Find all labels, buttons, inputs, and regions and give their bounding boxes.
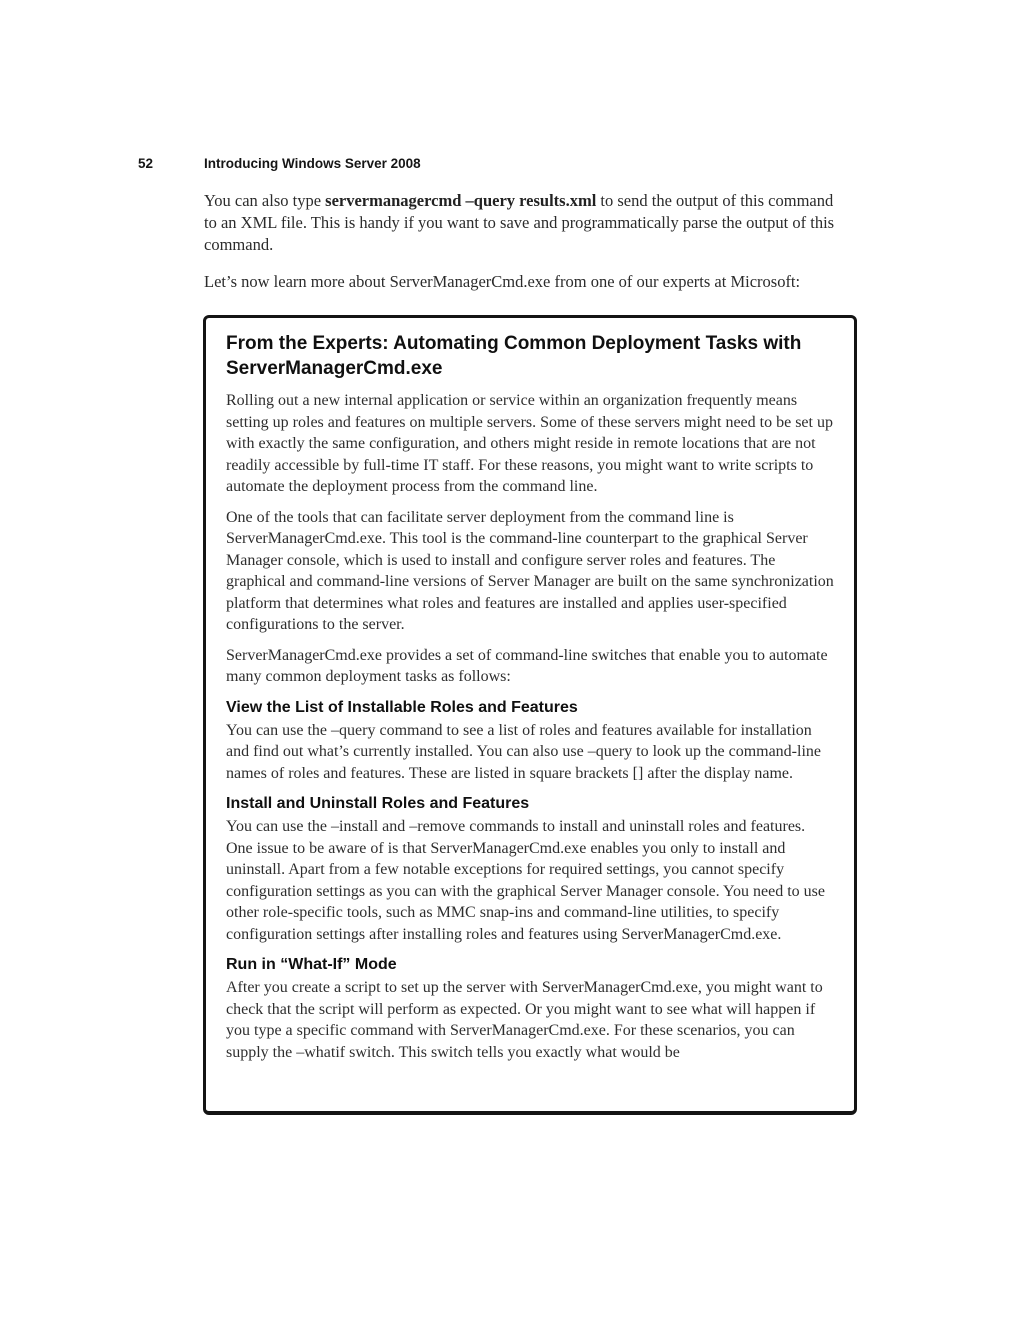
page-number: 52	[138, 156, 154, 171]
sidebar-paragraph: Rolling out a new internal application or service within an organization frequently means setting up roles and features on multiple servers. Some of these servers might need to be set up with exactly the same configuration, and others might reside in remote locations that are not readily accessible by full-time IT staff. For these reasons, you might want to write scripts to automate the deployment process from the command line.	[226, 392, 833, 495]
running-header	[138, 156, 858, 171]
intro-p1-pre: You can also type	[204, 191, 326, 210]
command-text: servermanagercmd –query results.xml	[325, 191, 597, 210]
section-heading-whatif-mode: Run in “What-If” Mode	[226, 956, 397, 973]
intro-p1-post: to send the output of this command to an XML file. This is handy if you want to save and programmatically parse the output of this command.	[204, 191, 835, 254]
running-head-title: Introducing Windows Server 2008	[204, 156, 421, 171]
intro-text	[204, 190, 848, 308]
expert-sidebar-box	[203, 315, 857, 1115]
sidebar-paragraph: ServerManagerCmd.exe provides a set of command-line switches that enable you to automate many common deployment tasks as follows:	[226, 646, 828, 685]
section-body-whatif-mode: After you create a script to set up the server with ServerManagerCmd.exe, you might want to check that the script will perform as expected. Or you might want to see what will happen if you type a specific command with ServerManagerCmd.exe. For these scenarios, you can supply the –whatif switch. This switch tells you exactly what would be	[226, 979, 823, 1061]
intro-paragraph-2: Let’s now learn more about ServerManagerCmd.exe from one of our experts at Microsoft:	[204, 272, 801, 291]
sidebar-paragraph: One of the tools that can facilitate server deployment from the command line is ServerManagerCmd.exe. This tool is the command-line counterpart to the graphical Server Manager console, which is used to install and configure server roles and features. The graphical and command-line versions of Server Manager are built on the same synchronization platform that determines what roles and features are installed and applies user-specified configurations to the server.	[226, 508, 834, 633]
section-body-install-uninstall: You can use the –install and –remove commands to install and uninstall roles and features. One issue to be aware of is that ServerManagerCmd.exe enables you only to install and uninstall. Apart from a few notable exceptions for required settings, you cannot specify configuration settings as you can with the graphical Server Manager console. You need to use other role-specific tools, such as MMC snap-ins and command-line utilities, to specify configuration settings after installing roles and features using ServerManagerCmd.exe.	[226, 818, 825, 943]
section-heading-view-roles: View the List of Installable Roles and Features	[226, 698, 578, 716]
sidebar-title: From the Experts: Automating Common Deployment Tasks with ServerManagerCmd.exe	[226, 333, 802, 379]
section-body-view-roles: You can use the –query command to see a list of roles and features available for installation and find out what’s currently installed. You can also use –query to look up the command-line names of roles and features. These are listed in square brackets [] after the display name.	[226, 721, 821, 782]
intro-paragraph-1	[204, 190, 848, 256]
section-heading-install-uninstall: Install and Uninstall Roles and Features	[226, 795, 530, 812]
